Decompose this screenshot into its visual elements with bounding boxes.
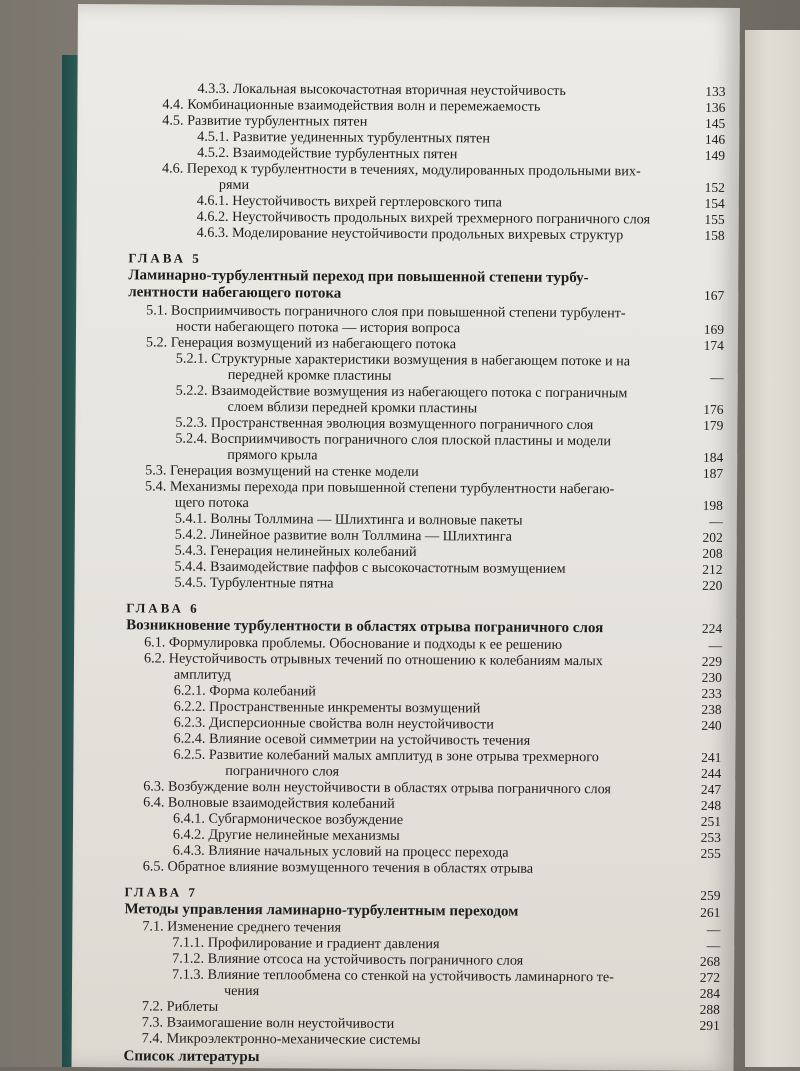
- page-number: 152: [704, 179, 725, 195]
- page-number: 155: [704, 211, 725, 227]
- toc-entry: 6.2.4. Влияние осевой симметрии на устойчивость течения: [173, 730, 531, 749]
- toc-entry: 6.2.5. Развитие колебаний малых амплитуд в зоне отрыва трехмерного: [173, 746, 599, 766]
- toc-entry: 6.3. Возбуждение волн неустойчивости в областях отрыва пограничного слоя: [143, 778, 612, 798]
- toc-entry: 4.6.1. Неустойчивость вихрей гертлеровского типа: [196, 192, 503, 211]
- page-number: 220: [702, 577, 723, 593]
- page-number: 291: [699, 1017, 720, 1033]
- chapter-label: ГЛАВА 7: [124, 884, 198, 900]
- page-number: 154: [704, 195, 725, 211]
- toc-entry: 6.2. Неустойчивость отрывных течений по отношению к колебаниям малых: [143, 650, 603, 670]
- page-number: 288: [699, 1001, 720, 1017]
- toc-entry: 6.4.2. Другие нелинейные механизмы: [172, 826, 400, 844]
- toc-entry: 5.4.1. Волны Толлмина — Шлихтинга и волновые пакеты: [174, 510, 523, 529]
- page-number: 149: [704, 147, 726, 163]
- page-number: 247: [700, 781, 722, 797]
- toc-entry: 6.4.3. Влияние начальных условий на процесс перехода: [172, 842, 509, 861]
- page-number: 145: [704, 115, 726, 131]
- chapter-label: ГЛАВА 6: [126, 600, 200, 616]
- toc-entry: 5.4.3. Генерация нелинейных колебаний: [174, 542, 417, 561]
- toc-entry: пограничного слоя: [225, 762, 340, 780]
- page-number: 212: [702, 561, 723, 577]
- toc-entry: 7.1.1. Профилирование и градиент давления: [172, 934, 440, 953]
- page-number: 253: [700, 829, 721, 845]
- toc-entry: 5.2.2. Взаимодействие возмущения из набегающего потока с пограничным: [175, 382, 628, 402]
- page-number: 272: [699, 969, 721, 985]
- page-number: 187: [702, 465, 724, 481]
- toc-entry: 7.2. Риблеты: [141, 998, 219, 1015]
- toc-entry: 5.1. Восприимчивость пограничного слоя при повышенной степени турбулент-: [146, 302, 626, 322]
- chapter-label: ГЛАВА 5: [128, 250, 202, 266]
- chapter-title: Ламинарно-турбулентный переход при повышенной степени турбу-: [128, 267, 589, 287]
- page-number: —: [709, 513, 723, 529]
- toc-entry: 6.2.3. Дисперсионные свойства волн неустойчивости: [173, 714, 494, 733]
- toc-entry: 4.6.2. Неустойчивость продольных вихрей трехмерного пограничного слоя: [196, 208, 651, 228]
- toc-entry: 4.5.2. Взаимодействие турбулентных пятен: [197, 144, 458, 163]
- toc-entry: 7.4. Микроэлектронно-механические системы: [141, 1030, 421, 1049]
- toc-entry: передней кромке пластины: [227, 366, 392, 384]
- toc-entry: слоем вблизи передней кромки пластины: [227, 398, 478, 417]
- toc-entry: 5.2.4. Восприимчивость пограничного слоя плоской пластины и модели: [175, 430, 612, 450]
- page-number: 230: [701, 669, 722, 685]
- toc-entry: 5.3. Генерация возмущений на стенке модели: [145, 462, 419, 481]
- toc-entry: 5.4.2. Линейное развитие волн Толлмина — Шлихтинга: [174, 526, 512, 545]
- page-number: —: [710, 369, 724, 385]
- toc-entry: прямого крыла: [227, 446, 318, 464]
- toc-entry: 5.2.3. Пространственная эволюция возмущенного пограничного слоя: [175, 414, 594, 434]
- toc-entry: 4.6. Переход к турбулентности в течениях, модулированных продольными вих-: [161, 160, 641, 180]
- toc-entry: 4.3.3. Локальная высокочастотная вторичная неустойчивость: [197, 80, 566, 99]
- toc-entry: 5.4. Механизмы перехода при повышенной степени турбулентности набегаю-: [145, 478, 615, 498]
- page-number: 136: [705, 99, 726, 115]
- page-number: —: [708, 637, 723, 653]
- page-number: 261: [700, 904, 721, 920]
- page-number: 284: [699, 985, 721, 1001]
- page-number: 224: [701, 620, 723, 636]
- toc-entry: амплитуд: [173, 666, 231, 683]
- page-number: 229: [701, 653, 723, 669]
- page-number: 198: [702, 497, 723, 513]
- toc-entry: 6.2.2. Пространственные инкременты возмущений: [173, 698, 481, 717]
- page-number: 184: [702, 449, 724, 465]
- toc-entry: 5.4.5. Турбулентные пятна: [174, 574, 334, 592]
- toc-entry: 7.1.3. Влияние теплообмена со стенкой на устойчивость ламинарного те-: [172, 966, 614, 986]
- page-number: 241: [701, 749, 722, 765]
- chapter-title: Список литературы: [123, 1048, 260, 1066]
- page-number: 240: [701, 717, 722, 733]
- toc-entry: 7.3. Взаимогашение волн неустойчивости: [141, 1014, 395, 1032]
- toc-page: [72, 4, 740, 1071]
- page-number: 255: [700, 845, 721, 861]
- toc-entry: 7.1. Изменение среднего течения: [142, 918, 342, 936]
- page-number: 244: [701, 765, 722, 781]
- page-number: 176: [703, 401, 724, 417]
- toc-entry: 4.6.3. Моделирование неустойчивости продольных вихревых структур: [196, 224, 624, 244]
- toc-entry: 6.5. Обратное влияние возмущенного течения в областях отрыва: [142, 858, 534, 877]
- page-number: 167: [703, 287, 725, 303]
- page-number: 174: [703, 337, 724, 353]
- toc-entry: 6.2.1. Форма колебаний: [173, 682, 316, 700]
- toc-entry: 5.2.1. Структурные характеристики возмущения в набегающем потоке и на: [175, 350, 631, 370]
- chapter-title: Возникновение турбулентности в областях отрыва пограничного слоя: [126, 617, 604, 637]
- page-number: 158: [704, 227, 725, 243]
- toc-entry: 4.5. Развитие турбулентных пятен: [162, 112, 368, 130]
- page-number: 179: [703, 417, 724, 433]
- page-number: 248: [700, 797, 722, 813]
- toc-entry: 5.4.4. Взаимодействие паффов с высокочастотным возмущением: [174, 558, 566, 577]
- page-number: 133: [705, 83, 726, 99]
- toc-entry: 6.4.1. Субгармоническое возбуждение: [172, 810, 404, 829]
- toc-entry: рями: [218, 176, 250, 194]
- toc-entry: чения: [223, 982, 260, 1000]
- toc-entry: 6.4. Волновые взаимодействия колебаний: [143, 794, 395, 812]
- page-number: —: [706, 937, 721, 953]
- page-number: 238: [701, 701, 722, 717]
- page-number: 251: [700, 813, 722, 829]
- toc-entry: 4.4. Комбинационные взаимодействия волн и перемежаемость: [162, 96, 541, 115]
- toc-entry: ности набегающего потока — история вопроса: [175, 318, 461, 337]
- toc-entry: 4.5.1. Развитие уединенных турбулентных пятен: [197, 128, 491, 147]
- page-number: 169: [703, 321, 725, 337]
- page-number: 146: [704, 131, 726, 147]
- page-number: 208: [702, 545, 723, 561]
- chapter-title: лентности набегающего потока: [128, 284, 342, 302]
- toc-entry: 5.2. Генерация возмущений из набегающего потока: [145, 334, 457, 353]
- page-number: 259: [700, 887, 721, 903]
- toc-entry: щего потока: [174, 494, 249, 512]
- page-number: 268: [699, 953, 721, 969]
- facing-page: [745, 30, 800, 1067]
- chapter-title: Методы управления ламинарно-турбулентным переходом: [124, 901, 519, 920]
- toc-entry: 7.1.2. Влияние отсоса на устойчивость пограничного слоя: [172, 950, 524, 969]
- page-number: 233: [701, 685, 722, 701]
- page-number: —: [706, 921, 721, 937]
- page-number: 202: [702, 529, 723, 545]
- toc-entry: 6.1. Формулировка проблемы. Обоснование и подходы к ее решению: [144, 634, 563, 653]
